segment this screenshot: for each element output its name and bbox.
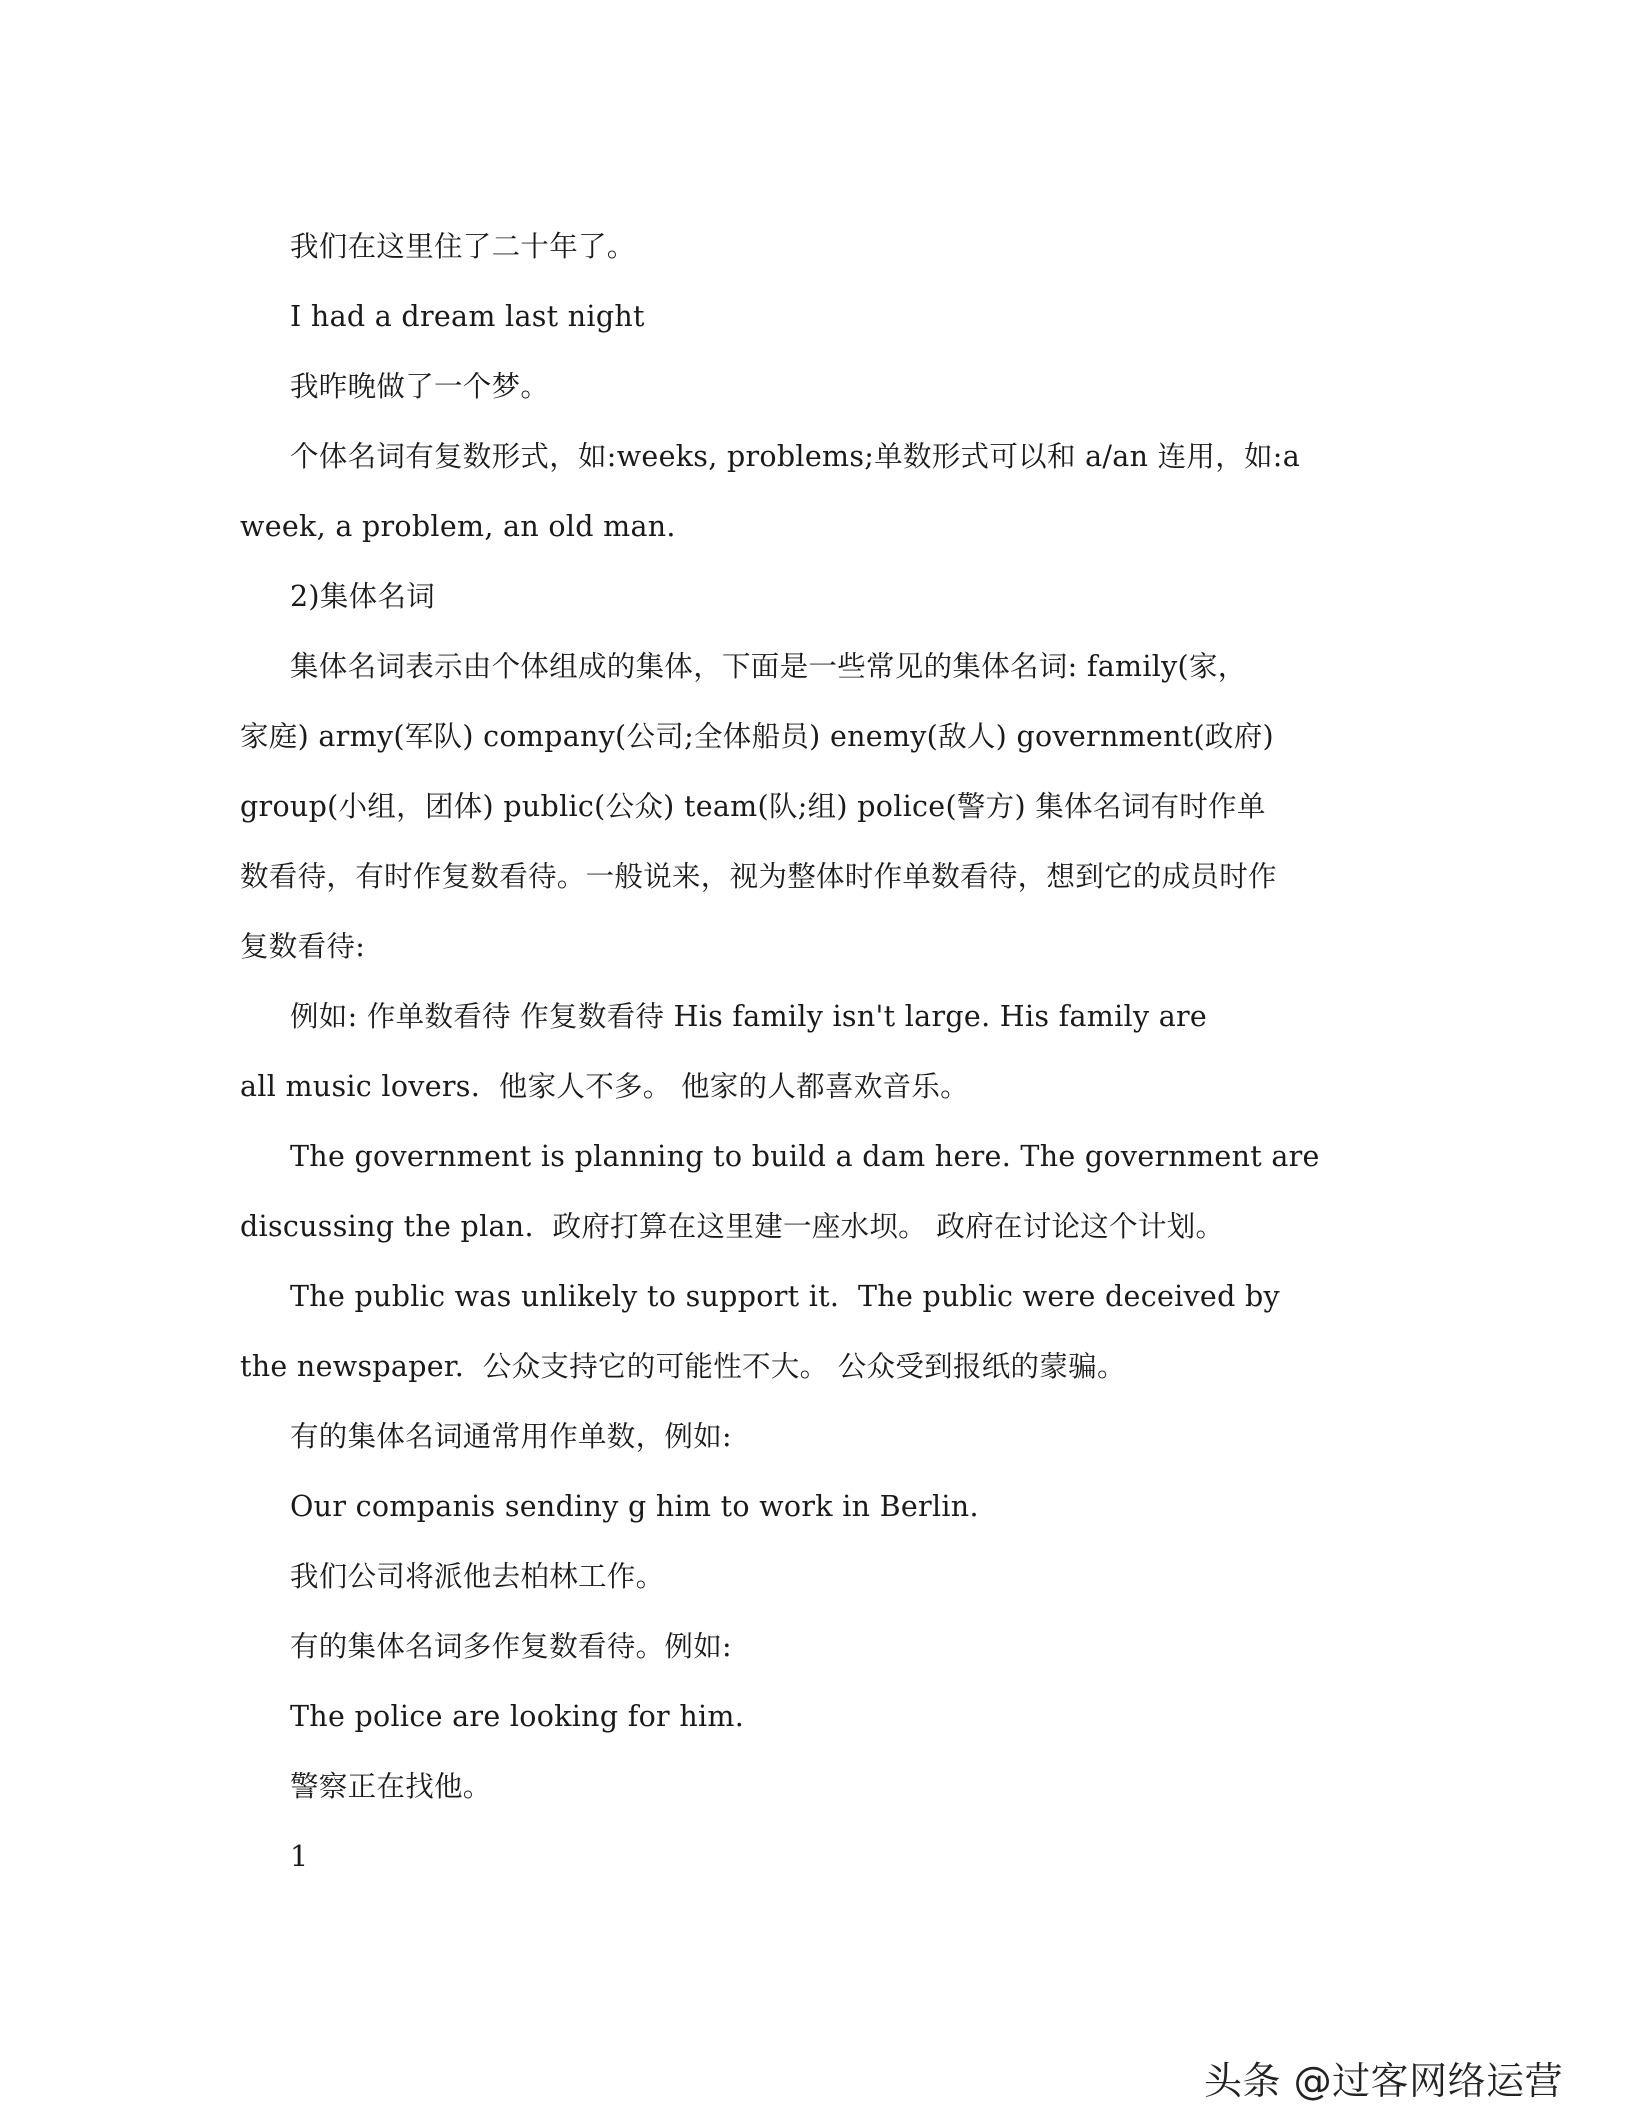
text-line: 例如: 作单数看待 作复数看待 His family isn't large. His family are xyxy=(290,1000,1208,1033)
text-line: 我们在这里住了二十年了。 xyxy=(290,230,636,263)
text-line: week, a problem, an old man. xyxy=(240,510,676,543)
text-line: The police are looking for him. xyxy=(290,1700,745,1733)
text-line: I had a dream last night xyxy=(290,300,645,333)
text-line: 家庭) army(军队) company(公司;全体船员) enemy(敌人) government(政府) xyxy=(240,720,1274,753)
text-line: 复数看待: xyxy=(240,930,366,963)
text-line: 有的集体名词通常用作单数，例如: xyxy=(290,1420,732,1453)
text-line: the newspaper. 公众支持它的可能性不大。 公众受到报纸的蒙骗。 xyxy=(240,1350,1126,1383)
text-line: 个体名词有复数形式，如:weeks, problems;单数形式可以和 a/an 连用，如:a xyxy=(290,440,1301,473)
text-line: 警察正在找他。 xyxy=(290,1770,492,1803)
text-line: 集体名词表示由个体组成的集体，下面是一些常见的集体名词: family(家， xyxy=(290,650,1247,683)
text-line: The public was unlikely to support it. The public were deceived by xyxy=(290,1280,1280,1313)
text-line: group(小组，团体) public(公众) team(队;组) police(警方) 集体名词有时作单 xyxy=(240,790,1266,823)
section-heading: 2)集体名词 xyxy=(290,580,436,613)
text-line: 有的集体名词多作复数看待。例如: xyxy=(290,1630,732,1663)
text-line: 我昨晚做了一个梦。 xyxy=(290,370,550,403)
text-line: discussing the plan. 政府打算在这里建一座水坝。 政府在讨论这个计划。 xyxy=(240,1210,1225,1243)
document-body xyxy=(240,212,1390,1892)
watermark: 头条 @过客网络运营 xyxy=(1204,2059,1564,2103)
text-line: Our companis sendiny g him to work in Berlin. xyxy=(290,1490,979,1523)
text-line: The government is planning to build a dam here. The government are xyxy=(290,1140,1320,1173)
text-line: 我们公司将派他去柏林工作。 xyxy=(290,1560,665,1593)
text-line: 数看待，有时作复数看待。一般说来，视为整体时作单数看待，想到它的成员时作 xyxy=(240,860,1277,893)
text-line: all music lovers. 他家人不多。 他家的人都喜欢音乐。 xyxy=(240,1070,969,1103)
page-number: 1 xyxy=(290,1840,309,1873)
